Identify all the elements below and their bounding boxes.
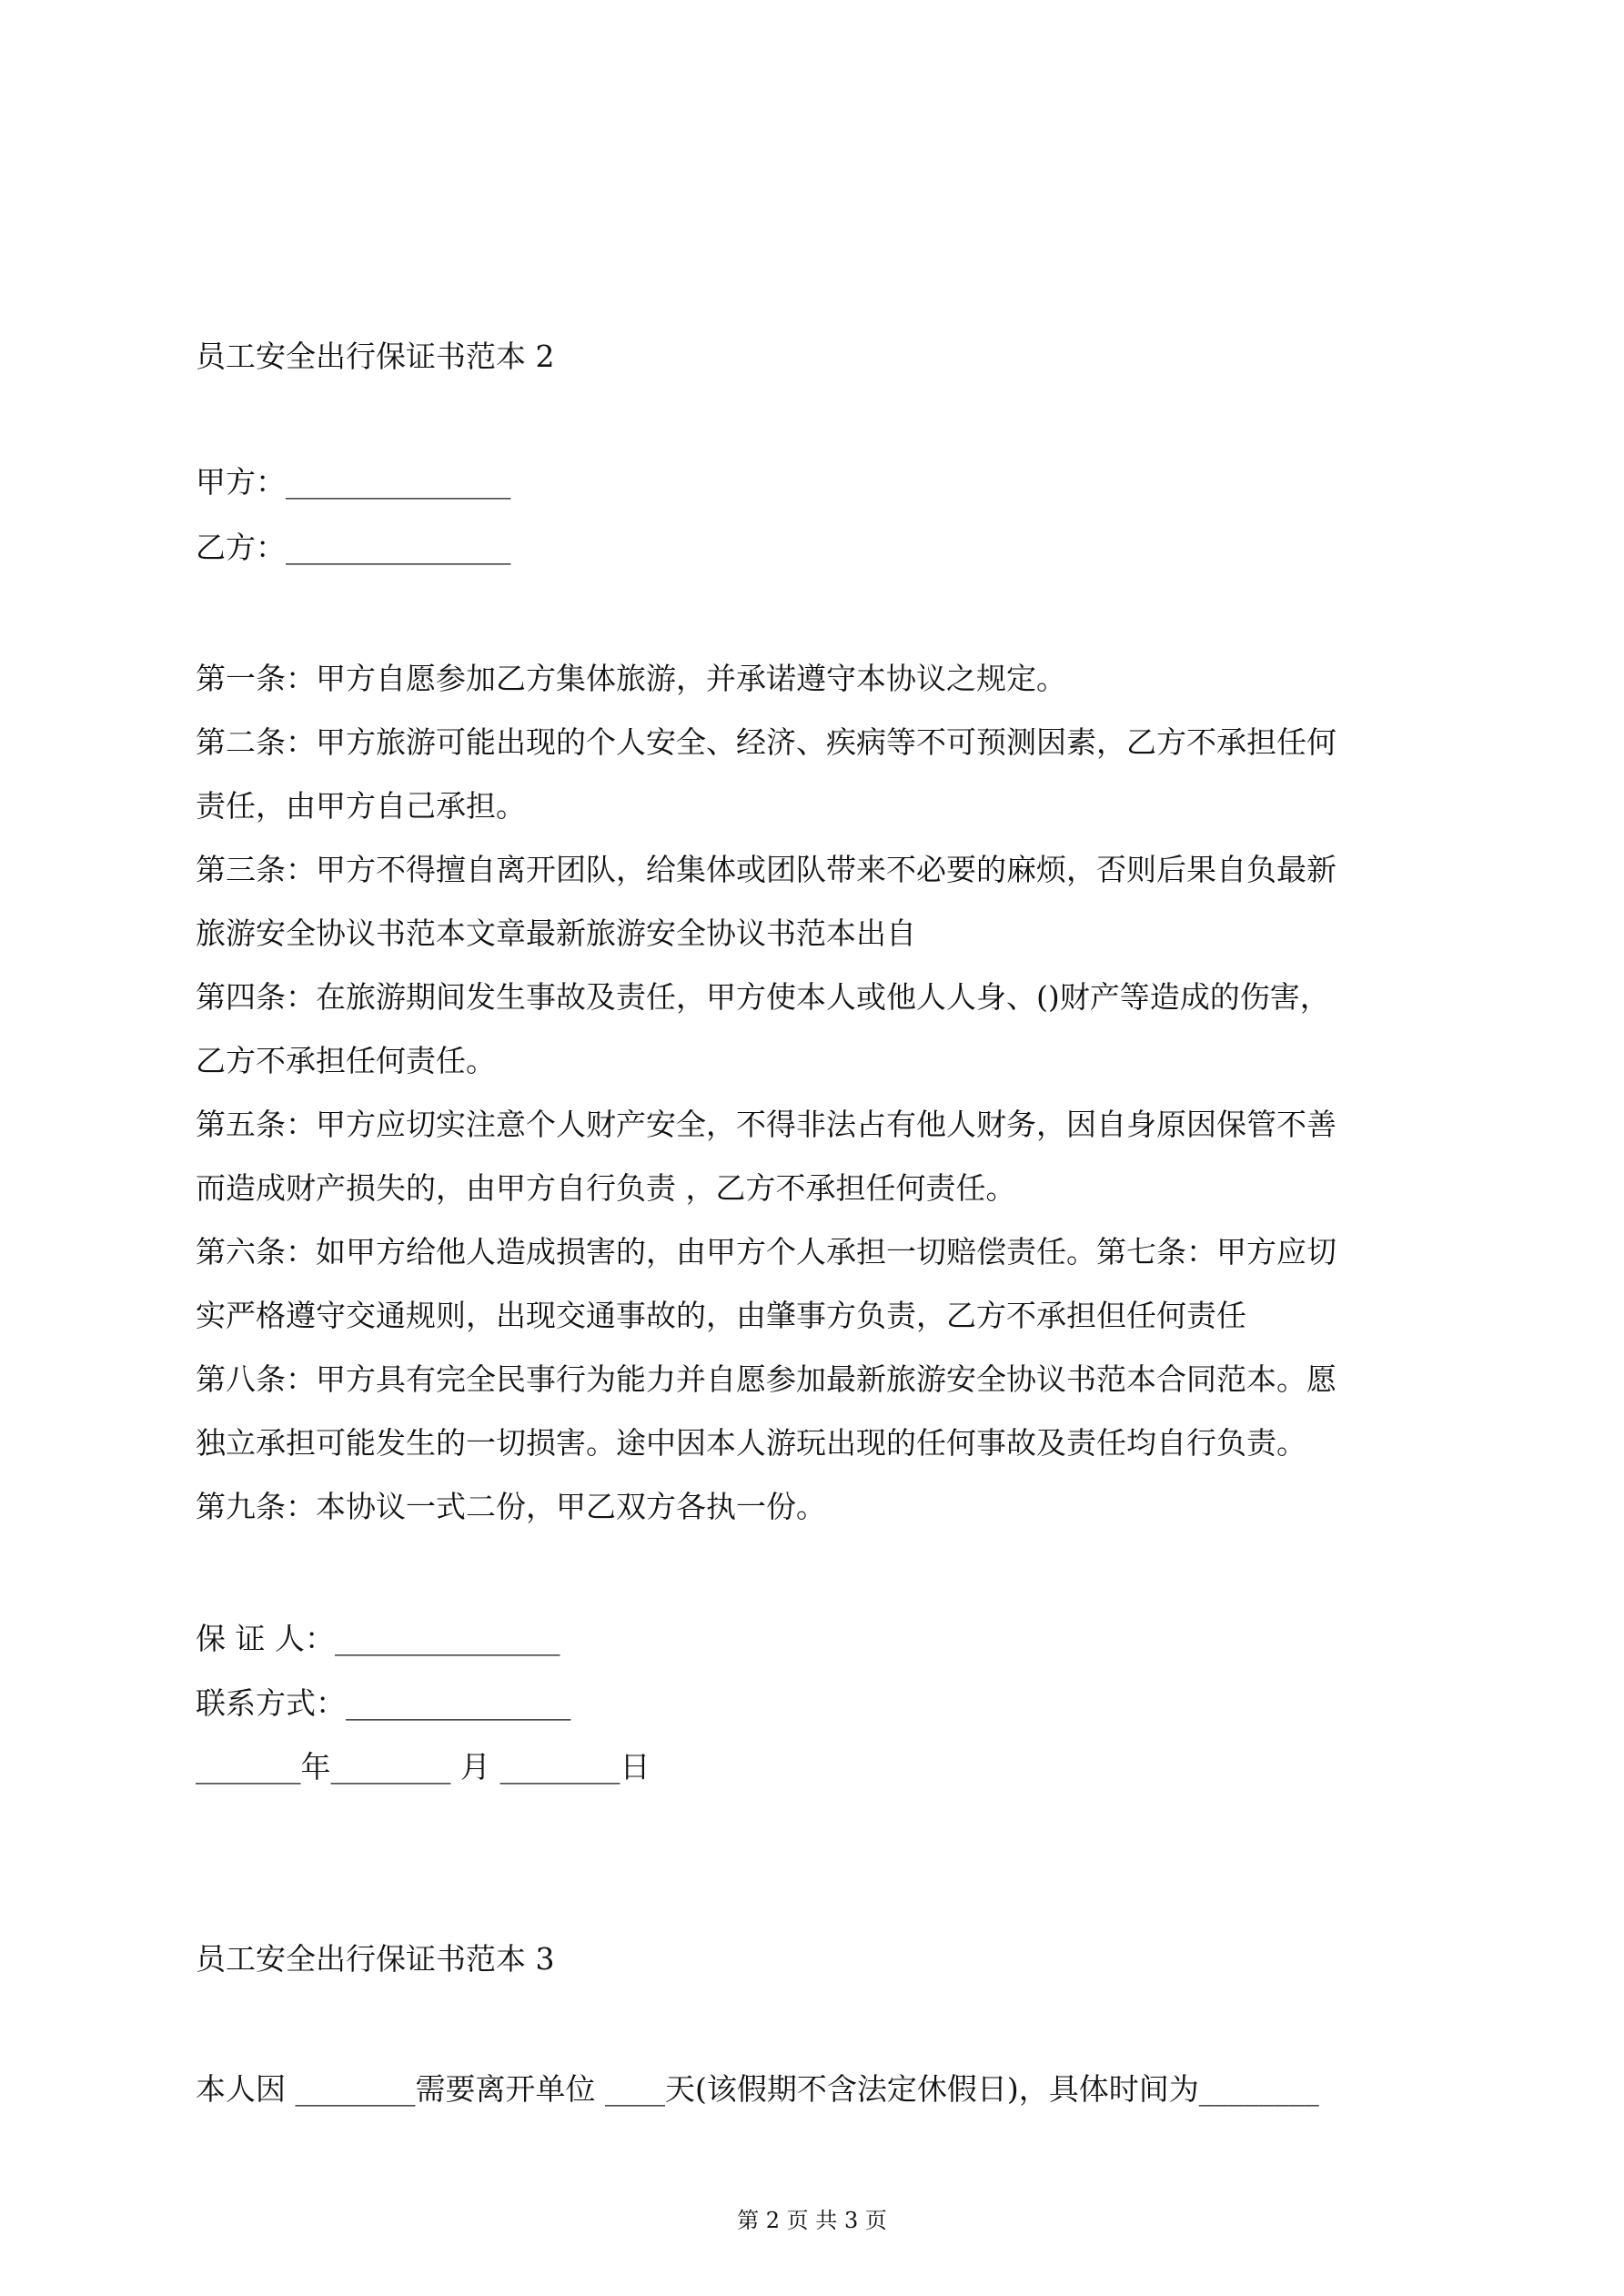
party-b-field: 乙方：_______________ <box>196 530 511 565</box>
article-line: 第一条：甲方自愿参加乙方集体旅游，并承诺遵守本协议之规定。 <box>196 661 1066 696</box>
page-indicator: 第 2 页 共 3 页 <box>737 2208 887 2233</box>
article-line: 旅游安全协议书范本文章最新旅游安全协议书范本出自 <box>196 915 916 951</box>
article-line: 而造成财产损失的，由甲方自行负责 ，乙方不承担任何责任。 <box>196 1170 1016 1206</box>
party-a-field: 甲方：_______________ <box>196 464 511 500</box>
article-line: 责任，由甲方自己承担。 <box>196 788 526 824</box>
article-line: 第六条：如甲方给他人造成损害的，由甲方个人承担一切赔偿责任。第七条：甲方应切 <box>196 1234 1337 1269</box>
contact-field: 联系方式：_______________ <box>196 1685 571 1721</box>
section2-title: 员工安全出行保证书范本 2 <box>196 339 555 374</box>
section3-first-line: 本人因 ________需要离开单位 ____天(该假期不含法定休假日)，具体时间为________ <box>196 2071 1319 2107</box>
article-line: 乙方不承担任何责任。 <box>196 1043 496 1078</box>
article-line: 独立承担可能发生的一切损害。途中因本人游玩出现的任何事故及责任均自行负责。 <box>196 1425 1306 1461</box>
date-field: _______年________ 月 ________日 <box>196 1749 651 1785</box>
article-line: 第八条：甲方具有完全民事行为能力并自愿参加最新旅游安全协议书范本合同范本。愿 <box>196 1361 1337 1397</box>
article-line: 第九条：本协议一式二份，甲乙双方各执一份。 <box>196 1489 826 1524</box>
section3-title: 员工安全出行保证书范本 3 <box>196 1941 555 1977</box>
article-line: 第四条：在旅游期间发生事故及责任，甲方使本人或他人人身、()财产等造成的伤害， <box>196 979 1330 1015</box>
guarantor-field: 保 证 人：_______________ <box>196 1621 560 1656</box>
article-line: 第二条：甲方旅游可能出现的个人安全、经济、疾病等不可预测因素，乙方不承担任何 <box>196 724 1337 760</box>
article-line: 第三条：甲方不得擅自离开团队，给集体或团队带来不必要的麻烦，否则后果自负最新 <box>196 852 1337 887</box>
article-line: 第五条：甲方应切实注意个人财产安全，不得非法占有他人财务，因自身原因保管不善 <box>196 1107 1337 1142</box>
article-line: 实严格遵守交通规则，出现交通事故的，由肇事方负责，乙方不承担但任何责任 <box>196 1298 1246 1333</box>
